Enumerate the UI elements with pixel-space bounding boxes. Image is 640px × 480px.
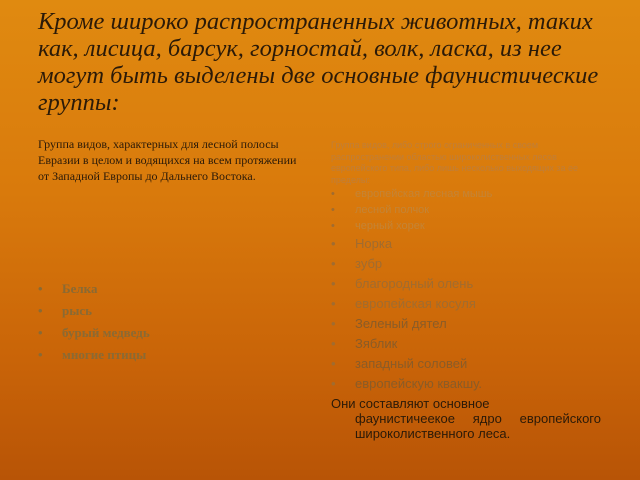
list-item: • европейская косуля xyxy=(331,294,601,314)
list-item: • черный хорек xyxy=(331,218,601,234)
conclusion-line-rest: фаунистичеекое ядро европейского широколиственного леса. xyxy=(355,411,601,441)
conclusion-text xyxy=(331,396,601,441)
list-item: • рысь xyxy=(38,300,238,322)
list-item: • Белка xyxy=(38,278,238,300)
left-column xyxy=(38,136,310,184)
list-item: • зубр xyxy=(331,254,601,274)
list-item: • благородный олень xyxy=(331,274,601,294)
left-group-description: Группа видов, характерных для лесной полосы Евразии в целом и водящихся на всем протяжении от Западной Европы до Дальнего Востока. xyxy=(38,137,297,183)
list-item: • многие птицы xyxy=(38,344,238,366)
list-item: • лесной полчок xyxy=(331,202,601,218)
left-species-list xyxy=(38,278,238,366)
slide-title: Кроме широко распространенных животных, таких как, лисица, барсук, горностай, волк, ласка, из нее могут быть выделены две основные фаунистические группы: xyxy=(38,8,599,116)
list-item: • Норка xyxy=(331,234,601,254)
list-item: • европейскую квакшу. xyxy=(331,374,601,394)
right-group-description: Группа видов, либо строго ограниченных в своем распространении областью широколиственных лесов европейского типа, либо лишь несколько выходящих за ее пределы: xyxy=(331,140,578,185)
list-item: • Зеленый дятел xyxy=(331,314,601,334)
right-column xyxy=(331,140,601,441)
conclusion-line-1: Они составляют основное xyxy=(331,396,490,411)
list-item: • западный соловей xyxy=(331,354,601,374)
list-item: • европейская лесная мышь xyxy=(331,186,601,202)
list-item: • Зяблик xyxy=(331,334,601,354)
right-species-list xyxy=(331,186,601,394)
list-item: • бурый медведь xyxy=(38,322,238,344)
